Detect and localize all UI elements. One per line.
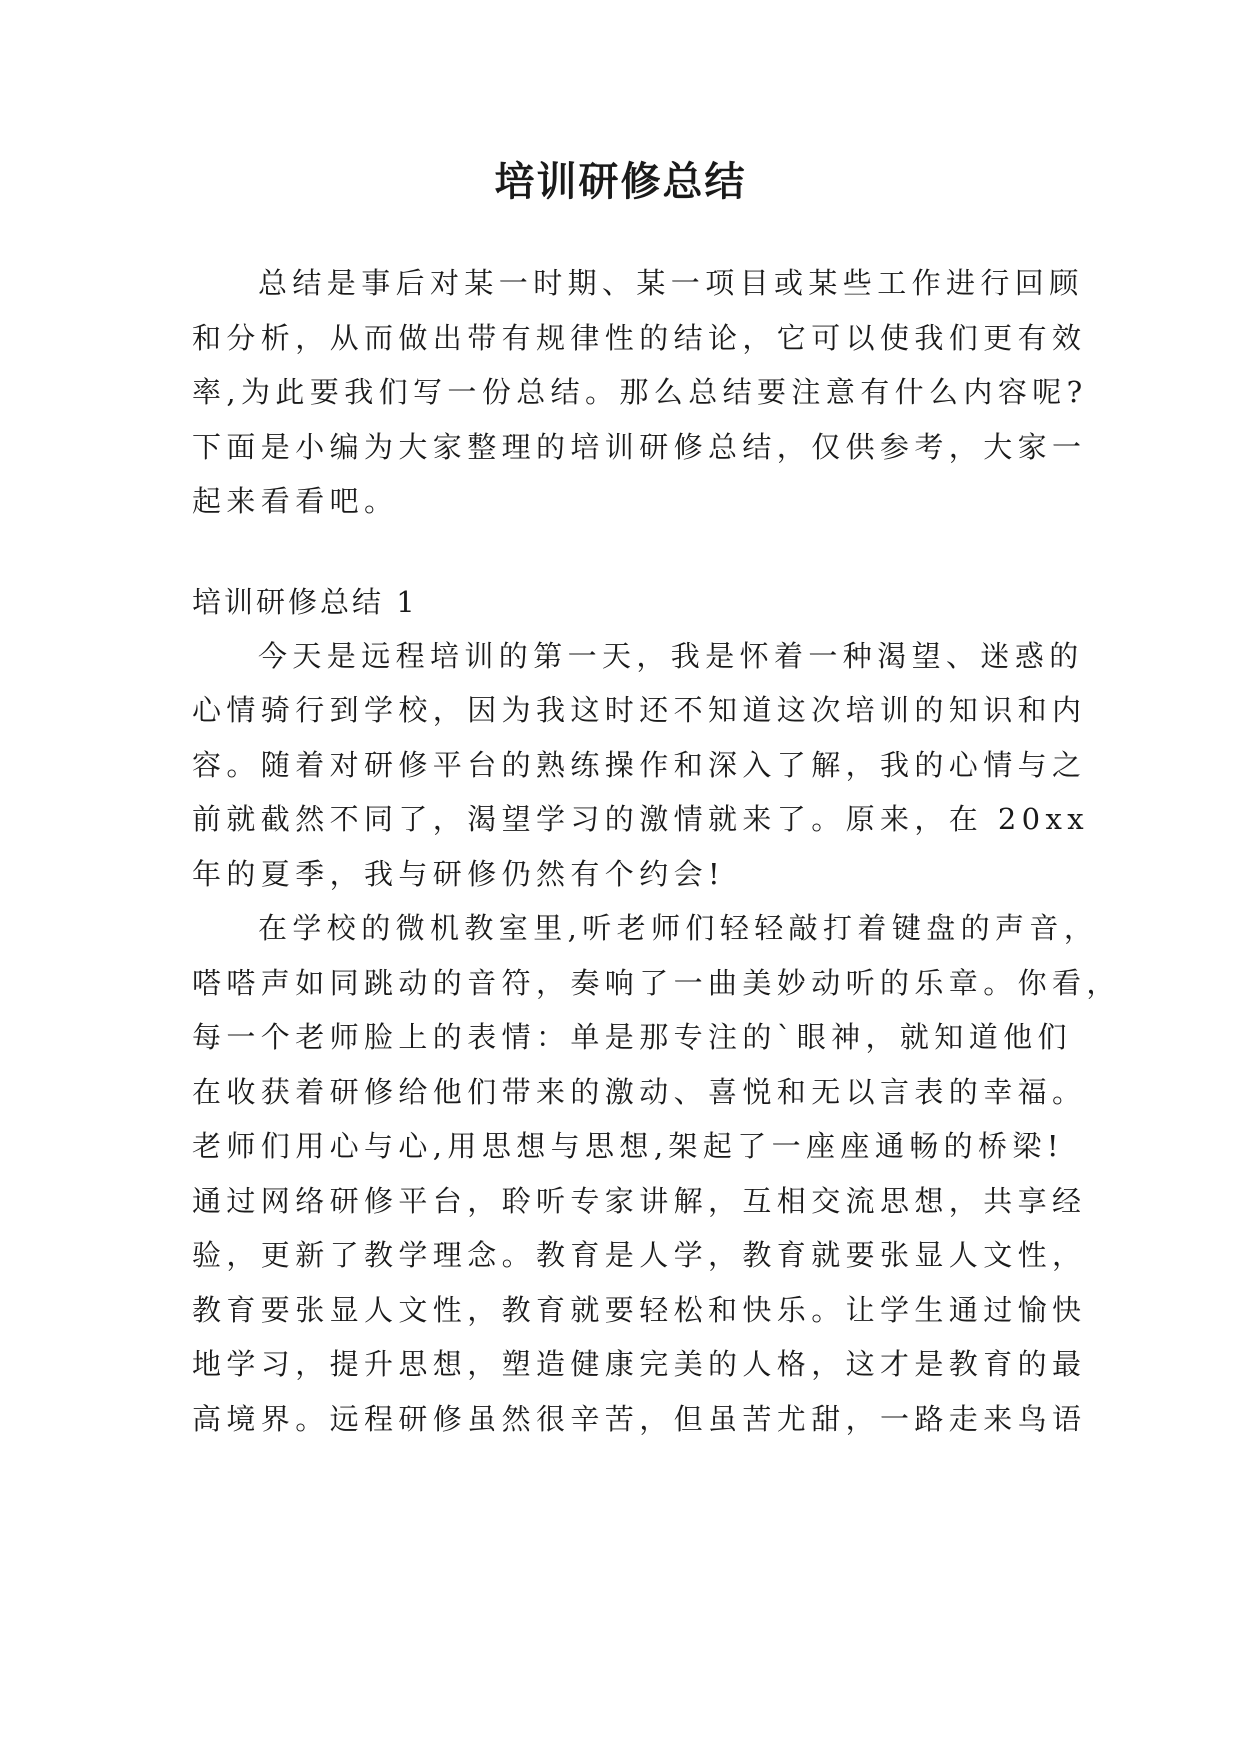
paragraph-line: 老师们用心与心,用思想与思想,架起了一座座通畅的桥梁! — [192, 1129, 1064, 1163]
section-heading: 培训研修总结 1 — [192, 585, 418, 619]
intro-line: 和分析，从而做出带有规律性的结论，它可以使我们更有效 — [192, 321, 1087, 355]
paragraph-line: 今天是远程培训的第一天，我是怀着一种渴望、迷惑的 — [258, 639, 1084, 673]
paragraph-line: 教育要张显人文性，教育就要轻松和快乐。让学生通过愉快 — [192, 1293, 1087, 1327]
intro-line: 总结是事后对某一时期、某一项目或某些工作进行回顾 — [258, 266, 1084, 300]
paragraph-line: 每一个老师脸上的表情：单是那专注的`眼神，就知道他们 — [192, 1020, 1072, 1054]
paragraph-line: 通过网络研修平台，聆听专家讲解，互相交流思想，共享经 — [192, 1184, 1087, 1218]
intro-line: 起来看看吧。 — [192, 484, 399, 518]
paragraph-line: 在收获着研修给他们带来的激动、喜悦和无以言表的幸福。 — [192, 1075, 1087, 1109]
paragraph-line: 容。随着对研修平台的熟练操作和深入了解，我的心情与之 — [192, 748, 1087, 782]
intro-line: 率,为此要我们写一份总结。那么总结要注意有什么内容呢? — [192, 375, 1088, 409]
paragraph-line: 在学校的微机教室里,听老师们轻轻敲打着键盘的声音， — [258, 911, 1099, 945]
paragraph-line: 地学习，提升思想，塑造健康完美的人格，这才是教育的最 — [192, 1347, 1087, 1381]
paragraph-line: 前就截然不同了，渴望学习的激情就来了。原来，在 20xx — [192, 802, 1090, 836]
document-title: 培训研修总结 — [494, 159, 747, 205]
paragraph-line: 高境界。远程研修虽然很辛苦，但虽苦尤甜，一路走来鸟语 — [192, 1402, 1087, 1436]
paragraph-line: 验，更新了教学理念。教育是人学，教育就要张显人文性， — [192, 1238, 1087, 1272]
paragraph-line: 心情骑行到学校，因为我这时还不知道这次培训的知识和内 — [192, 693, 1087, 727]
intro-line: 下面是小编为大家整理的培训研修总结，仅供参考，大家一 — [192, 430, 1087, 464]
paragraph-line: 嗒嗒声如同跳动的音符，奏响了一曲美妙动听的乐章。你看， — [192, 966, 1121, 1000]
paragraph-line: 年的夏季，我与研修仍然有个约会! — [192, 857, 726, 891]
